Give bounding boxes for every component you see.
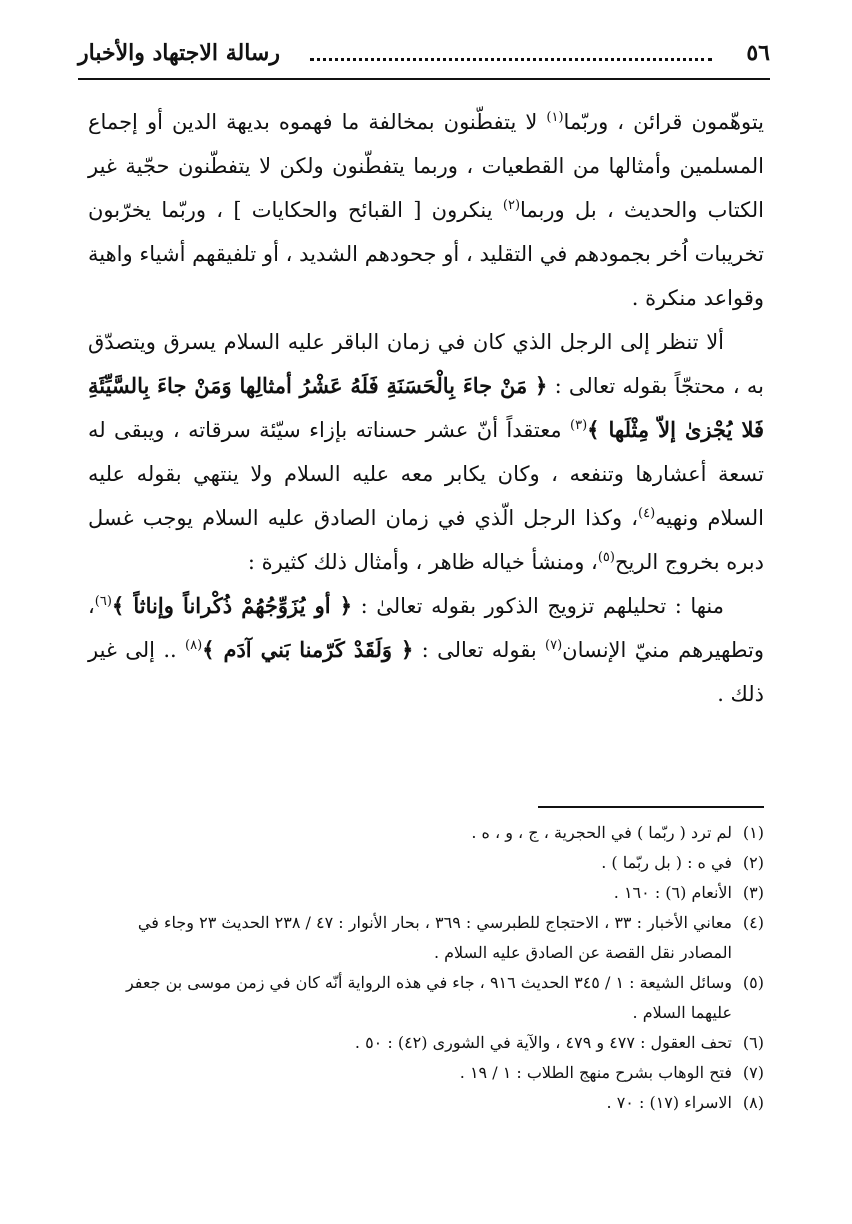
- footnote-number: (٦): [742, 1033, 764, 1052]
- footnote-7: [88, 1058, 764, 1088]
- page-number: ٥٦: [746, 40, 770, 66]
- footnote-ref-4[interactable]: (٤): [638, 506, 656, 521]
- footnote-text: وسائل الشيعة : ١ / ٣٤٥ الحديث ٩١٦ ، جاء في هذه الرواية أنّه كان في زمن موسى بن جعفر عليهما السلام .: [125, 973, 732, 1022]
- paragraph-1-part-b: لا يتفطّنون بمخالفة ما فهموه بديهة الدين أو إجماع المسلمين وأمثالها من القطعيات ، وربما يتفطّنون ولكن لا يتفطّنون حجّية غير الكتاب والحديث ، بل وربما: [88, 110, 764, 222]
- footnote-text: في ه : ( بل ربّما ) .: [601, 853, 732, 872]
- paragraph-2-part-d: ، ومنشأ خياله ظاهر ، وأمثال ذلك كثيرة :: [247, 550, 598, 574]
- footnote-number: (٧): [742, 1063, 764, 1082]
- paragraph-3-part-d: .. إلى غير ذلك .: [88, 638, 764, 706]
- footnote-ref-2[interactable]: (٢): [502, 198, 521, 213]
- footnote-number: (١): [742, 823, 764, 842]
- paragraph-3: [88, 584, 764, 716]
- paragraph-1: [88, 100, 764, 320]
- quran-verse-1: ﴿ مَنْ جاءَ بِالْحَسَنَةِ فَلَهُ عَشْرُ أمثالِها وَمَنْ جاءَ بِالسَّيِّئَةِ فَلا يُجْزىٰ إلاّ مِثْلَها ﴾: [88, 373, 765, 442]
- footnote-number: (٢): [742, 853, 764, 872]
- running-header: [78, 36, 770, 80]
- footnote-number: (٥): [742, 973, 764, 992]
- footnote-ref-5[interactable]: (٥): [597, 550, 615, 565]
- paragraph-2: [88, 320, 764, 584]
- footnote-5: [88, 968, 764, 1028]
- header-dot-leader: [310, 58, 712, 61]
- paragraph-1-part-a: يتوهّمون قرائن ، وربّما: [563, 110, 764, 134]
- footnotes: [88, 818, 764, 1118]
- running-title: رسالة الاجتهاد والأخبار: [78, 40, 280, 66]
- footnote-1: [88, 818, 764, 848]
- footnote-2: [88, 848, 764, 878]
- footnote-text: الاسراء (١٧) : ٧٠ .: [606, 1093, 732, 1112]
- footnote-3: [88, 878, 764, 908]
- footnote-number: (٨): [742, 1093, 764, 1112]
- footnote-ref-3[interactable]: (٣): [570, 418, 588, 433]
- main-text: [88, 100, 764, 716]
- paragraph-2-part-a: ألا تنظر إلى الرجل الذي كان في زمان الباقر عليه السلام يسرق ويتصدّق به ، محتجّاً بقوله تعالى :: [88, 330, 765, 398]
- footnote-text: تحف العقول : ٤٧٧ و ٤٧٩ ، والآية في الشورى (٤٢) : ٥٠ .: [354, 1033, 732, 1052]
- quran-verse-2: ﴿ أو يُزَوِّجُهُمْ ذُكْراناً وإناثاً ﴾: [111, 593, 353, 618]
- paragraph-3-part-c: بقوله تعالى :: [413, 638, 546, 662]
- footnote-ref-7[interactable]: (٧): [545, 638, 563, 653]
- paragraph-2-part-c: ، وكذا الرجل الّذي في زمان الصادق عليه السلام يوجب غسل دبره بخروج الريح: [88, 506, 764, 574]
- paragraph-2-part-b: معتقداً أنّ عشر حسناته بإزاء سيّئة سرقاته ، ويبقى له تسعة أعشارها وتنفعه ، وكان يكابر معه عليه السلام ولا ينتهي بقوله عليه السلام ونهيه: [88, 418, 765, 530]
- footnote-text: فتح الوهاب بشرح منهج الطلاب : ١ / ١٩ .: [459, 1063, 732, 1082]
- footnote-separator: [538, 806, 764, 808]
- footnote-4: [88, 908, 764, 968]
- footnote-number: (٤): [742, 913, 764, 932]
- footnote-ref-1[interactable]: (١): [546, 110, 564, 125]
- footnote-text: لم ترد ( ربّما ) في الحجرية ، ج ، و ، ه .: [471, 823, 732, 842]
- footnote-text: الأنعام (٦) : ١٦٠ .: [613, 883, 732, 902]
- paragraph-3-part-b: ، وتطهيرهم منيّ الإنسان: [88, 594, 765, 662]
- quran-verse-3: ﴿ وَلَقَدْ كَرّمنا بَني آدَم ﴾: [202, 637, 414, 662]
- footnote-number: (٣): [742, 883, 764, 902]
- footnote-8: [88, 1088, 764, 1118]
- footnote-ref-8[interactable]: (٨): [185, 638, 203, 653]
- footnote-ref-6[interactable]: (٦): [94, 594, 112, 609]
- paragraph-1-part-c: ينكرون [ القبائح والحكايات ] ، وربّما يخرّبون تخريبات اُخر بجمودهم في التقليد ، أو جحودهم الشديد ، أو تلفيقهم أشياء واهية وقواعد منكرة .: [88, 198, 764, 310]
- paragraph-3-part-a: منها : تحليلهم تزويج الذكور بقوله تعالىٰ :: [352, 594, 725, 618]
- footnote-6: [88, 1028, 764, 1058]
- footnote-text: معاني الأخبار : ٣٣ ، الاحتجاج للطبرسي : ٣٦٩ ، بحار الأنوار : ٤٧ / ٢٣٨ الحديث ٢٣ وجاء في المصادر نقل القصة عن الصادق عليه السلام .: [137, 913, 732, 962]
